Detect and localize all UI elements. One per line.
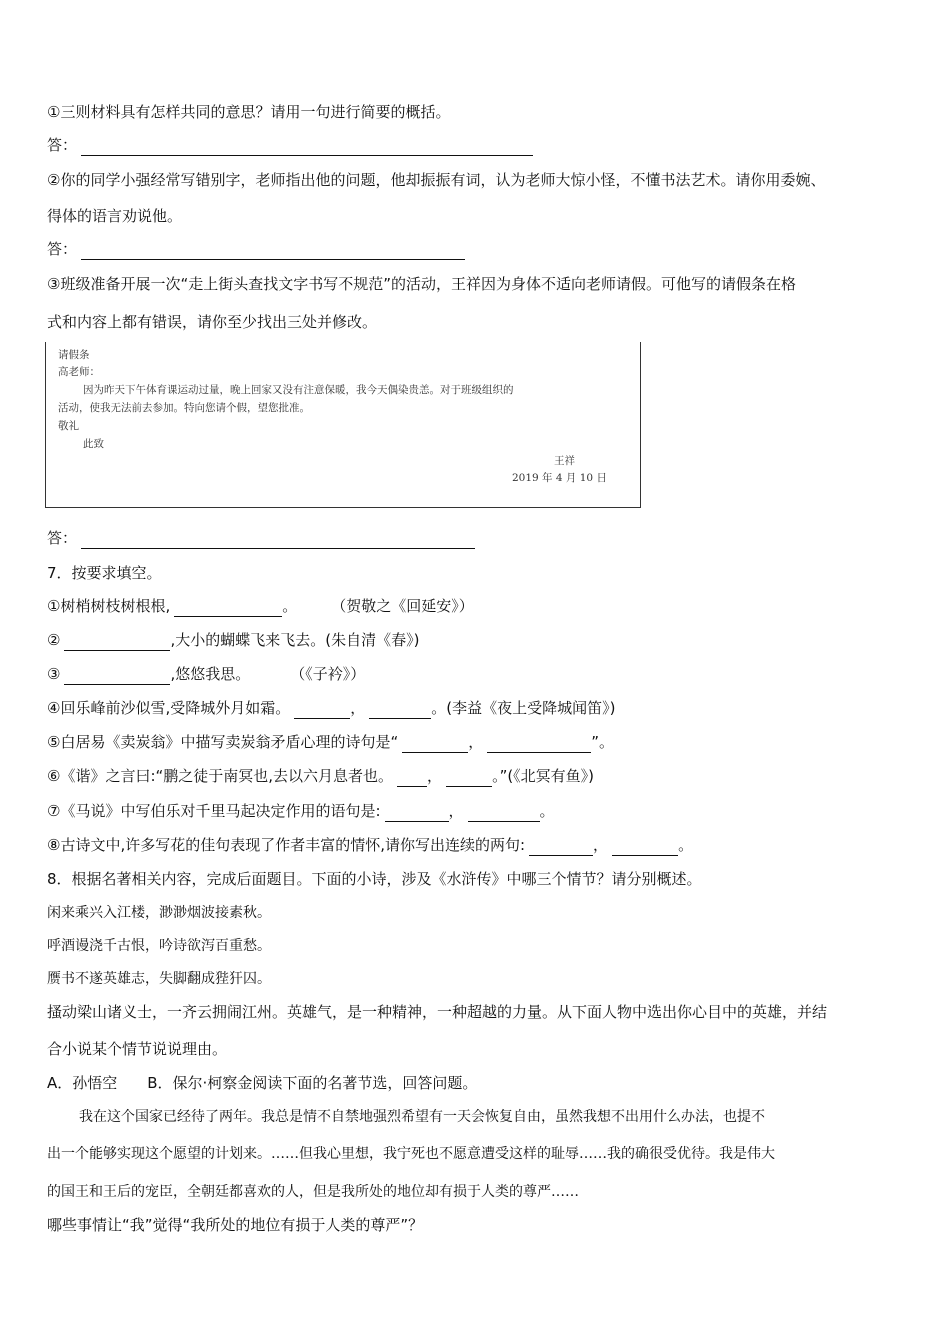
q7-item-1 xyxy=(47,595,474,617)
q7-item-7-end: 。 xyxy=(539,802,555,820)
note-closing-1: 敬礼 xyxy=(58,420,79,432)
note-date: 2019 年 4 月 10 日 xyxy=(512,472,607,484)
q7-item-5 xyxy=(47,731,614,753)
answer-blank[interactable] xyxy=(81,245,465,260)
q7-item-5-sep: ， xyxy=(468,733,484,751)
q7-item-7-text: ⑦《马说》中写伯乐对千里马起决定作用的语句是: xyxy=(47,802,381,820)
q7-item-7 xyxy=(47,800,555,822)
q8-poem-line-1: 闲来乘兴入江楼，渺渺烟波接素秋。 xyxy=(47,905,271,921)
q8-prompt-line-2: 合小说某个情节说说理由。 xyxy=(47,1040,228,1058)
q8-options: A．孙悟空 B．保尔·柯察金阅读下面的名著节选，回答问题。 xyxy=(47,1074,478,1092)
leave-note-box xyxy=(45,342,641,508)
q7-item-6-text: ⑥《谐》之言曰:“鹏之徒于南冥也,去以六月息者也。 xyxy=(47,767,394,785)
passage-line-1: 我在这个国家已经待了两年。我总是情不自禁地强烈希望有一天会恢复自由，虽然我想不出用什么办法，也提不 xyxy=(79,1109,765,1125)
q7-item-3 xyxy=(47,663,365,685)
q7-item-8-blank-2[interactable] xyxy=(612,841,678,856)
answer-blank[interactable] xyxy=(81,141,533,156)
note-signature: 王祥 xyxy=(554,455,575,467)
question-item-3-line-1: ③班级准备开展一次“走上街头查找文字书写不规范”的活动，王祥因为身体不适向老师请假。可他写的请假条在格 xyxy=(47,275,796,293)
q8-poem-line-3: 赝书不遂英雄志，失脚翻成狴犴囚。 xyxy=(47,971,271,987)
answer-label: 答： xyxy=(47,240,78,258)
passage-line-3: 的国王和王后的宠臣，全朝廷都喜欢的人，但是我所处的地位却有损于人类的尊严…… xyxy=(47,1184,579,1200)
q7-item-8-text: ⑧古诗文中,许多写花的佳句表现了作者丰富的情怀,请你写出连续的两句: xyxy=(47,836,526,854)
note-title: 请假条 xyxy=(58,349,90,361)
q7-item-8-blank-1[interactable] xyxy=(529,841,593,856)
q7-item-5-end: ”。 xyxy=(591,733,615,751)
q7-item-1-source: （贺敬之《回延安》） xyxy=(331,597,474,615)
q7-item-4-sep: ， xyxy=(350,699,366,717)
q8-poem-line-4: 搔动梁山诸义士，一齐云拥闹江州。英雄气，是一种精神，一种超越的力量。从下面人物中选出你心目中的英雄，并结 xyxy=(47,1003,828,1021)
q7-item-4 xyxy=(47,697,615,719)
q8-poem-line-2: 呼酒谩浇千古恨，吟诗欲泻百重愁。 xyxy=(47,938,271,954)
passage-question: 哪些事情让“我”觉得“我所处的地位有损于人类的尊严”？ xyxy=(47,1216,424,1234)
q7-item-7-blank-2[interactable] xyxy=(468,807,540,822)
q7-item-6-blank-1[interactable] xyxy=(397,772,427,787)
q7-item-1-blank[interactable] xyxy=(174,602,282,617)
answer-line-1 xyxy=(47,134,533,156)
q7-item-5-blank-1[interactable] xyxy=(402,738,468,753)
q7-item-2-blank[interactable] xyxy=(64,636,170,651)
q7-item-2 xyxy=(47,629,419,651)
note-body-line-1: 因为昨天下午体育课运动过量，晚上回家又没有注意保暖，我今天偶染贵恙。对于班级组织的 xyxy=(83,384,514,396)
q8-title: 8．根据名著相关内容，完成后面题目。下面的小诗，涉及《水浒传》中哪三个情节？请分别概述。 xyxy=(47,870,702,888)
q7-item-3-text: ,悠悠我思。 xyxy=(170,665,251,683)
question-item-2-line-1: ②你的同学小强经常写错别字，老师指出他的问题，他却振振有词，认为老师大惊小怪，不懂书法艺术。请你用委婉、 xyxy=(47,171,826,189)
q7-item-7-blank-1[interactable] xyxy=(385,807,449,822)
note-body-line-2: 活动，使我无法前去参加。特向您请个假，望您批准。 xyxy=(58,402,310,414)
passage-line-2: 出一个能够实现这个愿望的计划来。……但我心里想，我宁死也不愿意遭受这样的耻辱……我的确很受优待。我是伟大 xyxy=(47,1146,775,1162)
q7-item-4-blank-2[interactable] xyxy=(369,704,431,719)
q7-item-3-source: （《子衿》） xyxy=(290,665,366,683)
answer-blank[interactable] xyxy=(81,534,475,549)
answer-line-3 xyxy=(47,527,475,549)
q7-item-6 xyxy=(47,765,594,787)
q7-item-5-blank-2[interactable] xyxy=(487,738,591,753)
q7-item-1-end: 。 xyxy=(282,597,298,615)
q7-item-2-num: ② xyxy=(47,631,61,649)
answer-line-2 xyxy=(47,238,465,260)
note-greeting: 高老师： xyxy=(58,366,100,378)
question-item-2-line-2: 得体的语言劝说他。 xyxy=(47,207,183,225)
q7-item-3-num: ③ xyxy=(47,665,61,683)
q7-item-2-text: ,大小的蝴蝶飞来飞去。(朱自清《春》) xyxy=(170,631,420,649)
q7-item-7-sep: ， xyxy=(448,802,464,820)
q7-item-8 xyxy=(47,834,693,856)
question-item-3-line-2: 式和内容上都有错误，请你至少找出三处并修改。 xyxy=(47,313,378,331)
answer-label: 答： xyxy=(47,136,78,154)
q7-item-6-blank-2[interactable] xyxy=(446,772,492,787)
q7-item-5-text: ⑤白居易《卖炭翁》中描写卖炭翁矛盾心理的诗句是“ xyxy=(47,733,399,751)
q7-item-3-blank[interactable] xyxy=(64,670,170,685)
question-item-1: ①三则材料具有怎样共同的意思？请用一句进行简要的概括。 xyxy=(47,103,451,121)
answer-label: 答： xyxy=(47,529,78,547)
q7-item-1-text: ①树梢树枝树根根, xyxy=(47,597,171,615)
q7-item-4-end: 。(李益《夜上受降城闻笛》) xyxy=(431,699,616,717)
q7-item-6-end: 。”(《北冥有鱼》) xyxy=(492,767,595,785)
q7-item-4-text: ④回乐峰前沙似雪,受降城外月如霜。 xyxy=(47,699,291,717)
note-closing-2: 此致 xyxy=(83,438,104,450)
q7-item-4-blank-1[interactable] xyxy=(294,704,350,719)
q7-item-8-sep: ， xyxy=(593,836,609,854)
q7-item-6-sep: ， xyxy=(427,767,443,785)
q7-title: 7．按要求填空。 xyxy=(47,564,162,582)
q7-item-8-end: 。 xyxy=(678,836,694,854)
